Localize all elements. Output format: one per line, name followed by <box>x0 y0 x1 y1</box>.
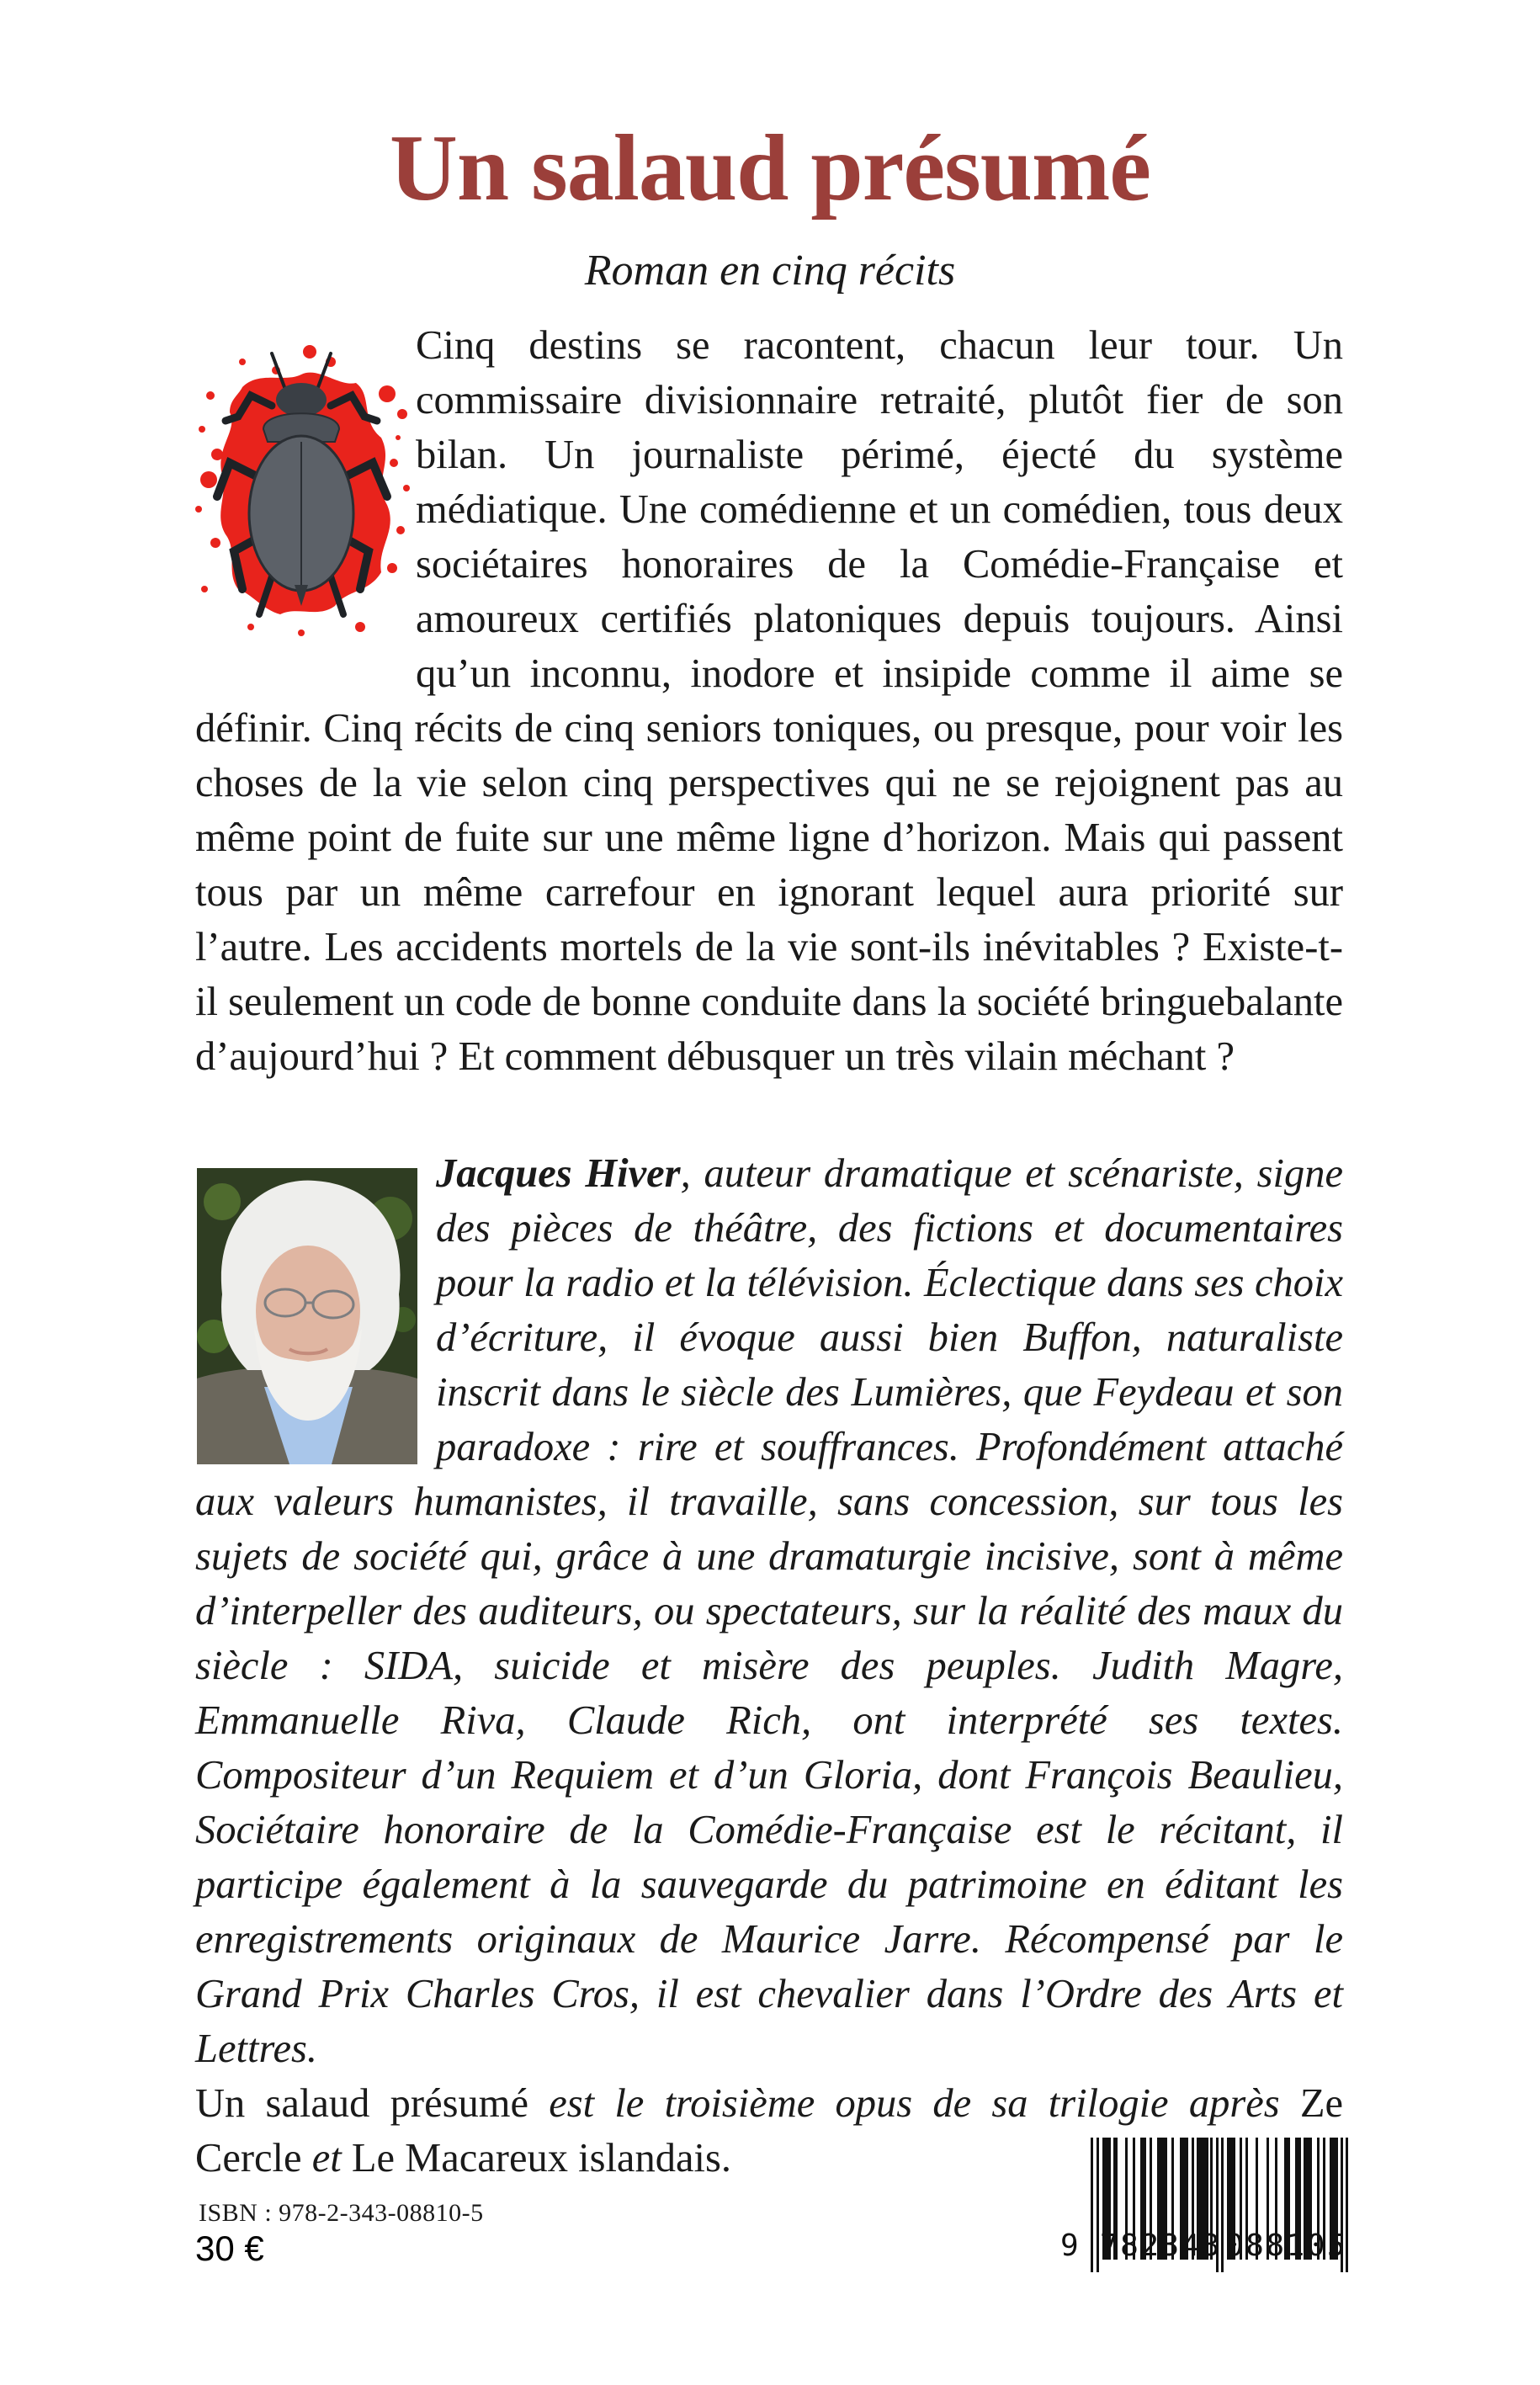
book-subtitle: Roman en cinq récits <box>584 247 956 295</box>
isbn-label: ISBN : 978-2-343-08810-5 <box>199 2199 484 2227</box>
author-portrait <box>197 1168 417 1464</box>
barcode-digit-first: 9 <box>1060 2228 1079 2263</box>
book-3-title: Le Macareux islandais <box>351 2136 721 2180</box>
synopsis-image-spacer <box>195 318 416 688</box>
barcode-digits-left: 782343 <box>1100 2228 1223 2263</box>
trilogy-end: . <box>720 2136 731 2180</box>
barcode-digits-right: 088105 <box>1225 2228 1348 2263</box>
author-bio-text: , auteur dramatique et scénariste, signe des pièces de théâtre, des fictions et documentaires pour la radio et la télévision. Éclectique dans ses choix d’écriture, il évoque aussi bien Buffon, naturaliste inscrit dans le siècle des Lumières, que Feydeau et son paradoxe : rire et souffrances. Profondément attaché aux valeurs humanistes, il travaille, sans concession, sur tous les sujets de société qui, grâce à une dramaturgie incisive, sont à même d’interpeller des auditeurs, ou spectateurs, sur la réalité des maux du siècle : SIDA, suicide et misère des peuples. Judith Magre, Emmanuelle Riva, Claude Rich, ont interprété ses textes. Compositeur d’un Requiem et d’un Gloria, dont François Beaulieu, Sociétaire honoraire de la Comédie-Française est le récitant, il participe également à la sauvegarde du patrimoine en éditant les enregistrements originaux de Maurice Jarre. Récompensé par le Grand Prix Charles Cros, il est chevalier dans l’Ordre des Arts et Lettres. <box>195 1151 1343 2071</box>
synopsis-paragraph: Cinq destins se racontent, chacun leur tour. Un commissaire divisionnaire retraité, plutôt fier de son bilan. Un journaliste périmé, éjecté du système médiatique. Une comédienne et un comédien, tous deux sociétaires honoraires de la Comédie-Française et amoureux certifiés platoniques depuis toujours. Ainsi qu’un inconnu, inodore et insipide comme il aime se définir. Cinq récits de cinq seniors toniques, ou presque, pour voir les choses de la vie selon cinq perspectives qui ne se rejoignent pas au même point de fuite sur une même ligne d’horizon. Mais qui passent tous par un même carrefour en ignorant lequel aura priorité sur l’autre. Les accidents mortels de la vie sont-ils inévitables ? Existe-t-il seulement un code de bonne conduite dans la société bringuebalante d’aujourd’hui ? Et comment débusquer un très vilain méchant ? <box>195 323 1343 1079</box>
author-section <box>195 1146 1343 2186</box>
book-title-reference: Un salaud présumé <box>195 2081 528 2126</box>
author-name: Jacques Hiver <box>436 1151 681 1196</box>
price-label: 30 € <box>195 2228 264 2268</box>
barcode-number <box>1060 2228 1351 2271</box>
trilogy-and: et <box>301 2136 352 2180</box>
synopsis-text <box>195 318 1343 1084</box>
book-title: Un salaud présumé <box>389 116 1151 220</box>
book-2-title: Ze Cercle <box>195 2081 1343 2180</box>
trilogy-text: est le troisième opus de sa trilogie après <box>528 2081 1300 2126</box>
